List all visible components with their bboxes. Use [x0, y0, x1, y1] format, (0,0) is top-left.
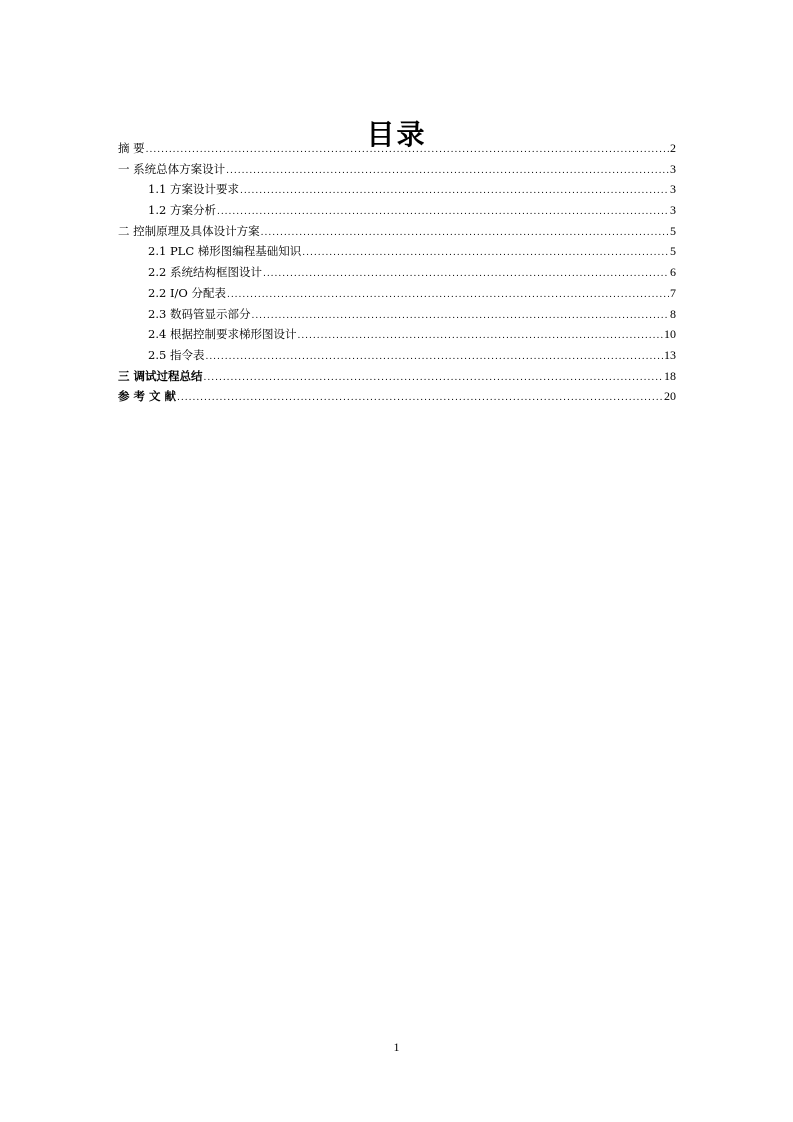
toc-entry-section-2-2a[interactable]: [118, 262, 676, 283]
dot-leader: [302, 243, 669, 264]
dot-leader: [226, 161, 669, 182]
toc-entry-section-2-2b[interactable]: [118, 283, 676, 304]
toc-entry-label: 2.3 数码管显示部分: [148, 306, 251, 321]
toc-entry-chapter-2[interactable]: [118, 221, 676, 242]
toc-entry-page: 6: [670, 265, 676, 280]
toc-entry-page: 2: [670, 141, 676, 155]
toc-entry-page: 7: [670, 285, 676, 300]
toc-entry-label: 1.1 方案设计要求: [148, 182, 239, 197]
dot-leader: [251, 306, 669, 327]
toc-entry-page: 20: [664, 389, 676, 404]
toc-entry-abstract[interactable]: [118, 138, 676, 159]
footer-page-number: 1: [393, 1040, 400, 1054]
toc-entry-chapter-1[interactable]: [118, 159, 676, 180]
dot-leader: [205, 347, 663, 368]
page-title: 目录: [366, 117, 427, 151]
dot-leader: [204, 368, 663, 389]
toc-entry-section-1-2[interactable]: [118, 200, 676, 221]
toc-entry-label: 2.5 指令表: [148, 347, 205, 362]
toc-entry-page: 3: [670, 182, 676, 197]
toc-entry-label: 参 考 文 献: [118, 389, 177, 404]
dot-leader: [261, 223, 669, 244]
dot-leader: [217, 202, 669, 223]
dot-leader: [146, 140, 669, 161]
toc-entry-page: 10: [664, 327, 676, 342]
dot-leader: [227, 285, 669, 306]
toc-entry-page: 3: [670, 161, 676, 176]
toc-entry-label: 2.2 I/O 分配表: [148, 285, 226, 300]
toc-entry-page: 5: [670, 223, 676, 238]
toc-entry-label: 摘 要: [118, 141, 145, 155]
dot-leader: [240, 181, 669, 202]
toc-entry-label: 二 控制原理及具体设计方案: [118, 223, 260, 238]
toc-entry-label: 2.4 根据控制要求梯形图设计: [148, 327, 297, 342]
toc-entry-references[interactable]: [118, 386, 676, 407]
toc-entry-label: 2.1 PLC 梯形图编程基础知识: [148, 244, 302, 259]
dot-leader: [297, 326, 663, 347]
toc-entry-label: 2.2 系统结构框图设计: [148, 265, 262, 280]
toc-entry-label: 三 调试过程总结: [118, 368, 203, 383]
toc-entry-section-2-4[interactable]: [118, 324, 676, 345]
dot-leader: [263, 264, 669, 285]
table-of-contents: [118, 138, 676, 407]
toc-entry-section-2-1[interactable]: [118, 241, 676, 262]
toc-entry-section-2-5[interactable]: [118, 345, 676, 366]
toc-entry-label: 1.2 方案分析: [148, 203, 216, 218]
toc-entry-page: 8: [670, 306, 676, 321]
toc-entry-label: 一 系统总体方案设计: [118, 161, 226, 176]
toc-entry-page: 5: [670, 244, 676, 259]
toc-entry-page: 13: [664, 347, 676, 362]
toc-entry-section-2-3[interactable]: [118, 304, 676, 325]
toc-entry-chapter-3[interactable]: [118, 366, 676, 387]
toc-entry-page: 3: [670, 203, 676, 218]
toc-entry-section-1-1[interactable]: [118, 179, 676, 200]
dot-leader: [177, 388, 663, 409]
toc-entry-page: 18: [664, 368, 676, 383]
